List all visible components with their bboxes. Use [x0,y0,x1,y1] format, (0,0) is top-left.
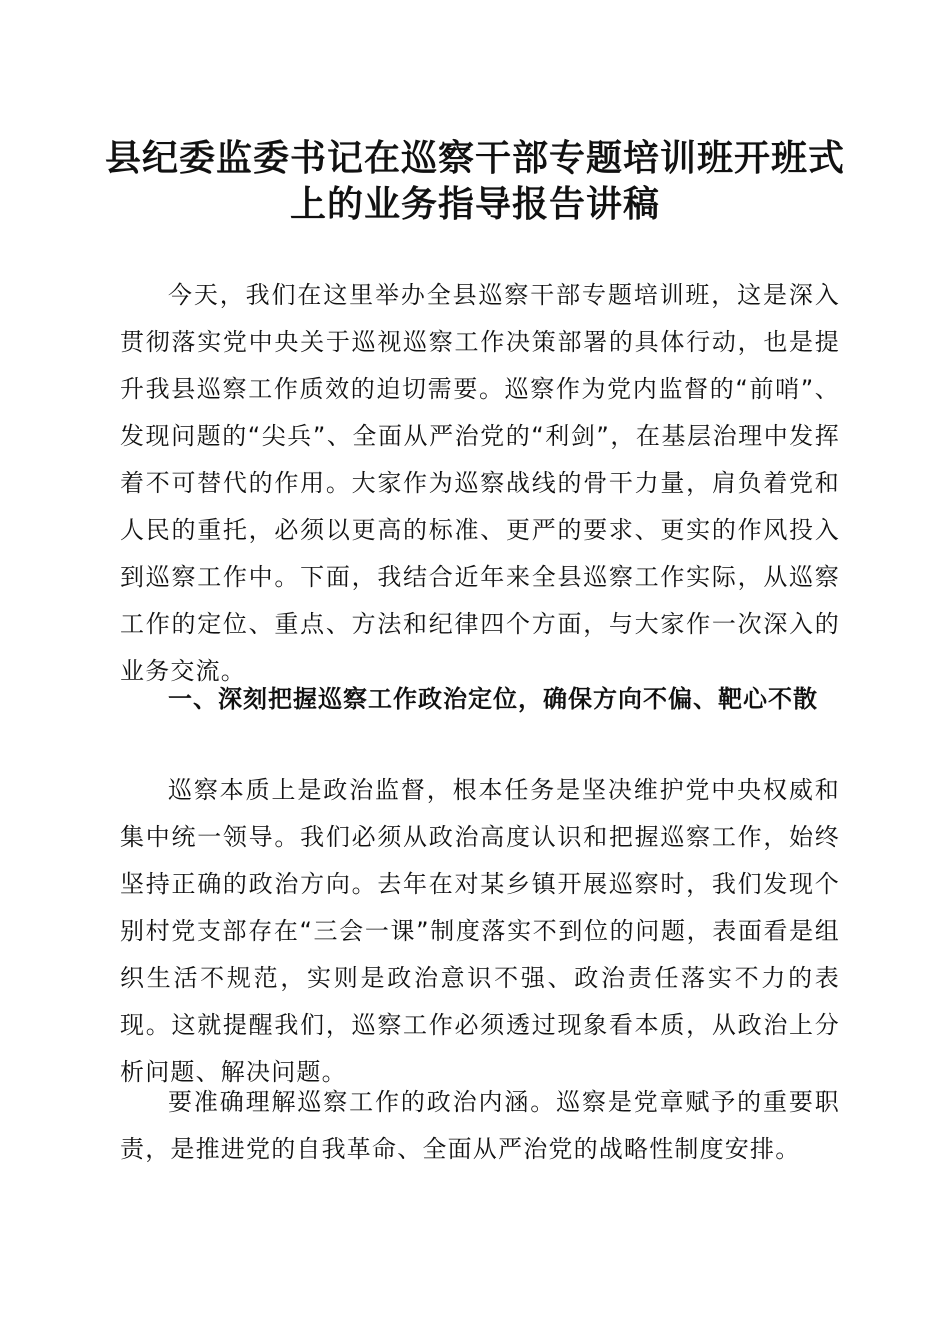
paragraph-section-1-a: 巡察本质上是政治监督，根本任务是坚决维护党中央权威和集中统一领导。我们必须从政治高度认识和把握巡察工作，始终坚持正确的政治方向。去年在对某乡镇开展巡察时，我们发现个别村党支部存在“三会一课”制度落实不到位的问题，表面看是组织生活不规范，实则是政治意识不强、政治责任落实不力的表现。这就提醒我们，巡察工作必须透过现象看本质，从政治上分析问题、解决问题。 [120,776,840,1086]
paragraph-intro: 今天，我们在这里举办全县巡察干部专题培训班，这是深入贯彻落实党中央关于巡视巡察工作决策部署的具体行动，也是提升我县巡察工作质效的迫切需要。巡察作为党内监督的“前哨”、发现问题的“尖兵”、全面从严治党的“利剑”，在基层治理中发挥着不可替代的作用。大家作为巡察战线的骨干力量，肩负着党和人民的重托，必须以更高的标准、更严的要求、更实的作风投入到巡察工作中。下面，我结合近年来全县巡察工作实际，从巡察工作的定位、重点、方法和纪律四个方面，与大家作一次深入的业务交流。 [120,281,840,685]
paragraph-section-1-b: 要准确理解巡察工作的政治内涵。巡察是党章赋予的重要职责，是推进党的自我革命、全面从严治党的战略性制度安排。 [120,1088,840,1163]
document-title-line-2: 上的业务指导报告讲稿 [289,183,660,225]
section-heading-1: 一、深刻把握巡察工作政治定位，确保方向不偏、靶心不散 [168,685,818,713]
document-title-line-1: 县纪委监委书记在巡察干部专题培训班开班式 [104,137,845,179]
